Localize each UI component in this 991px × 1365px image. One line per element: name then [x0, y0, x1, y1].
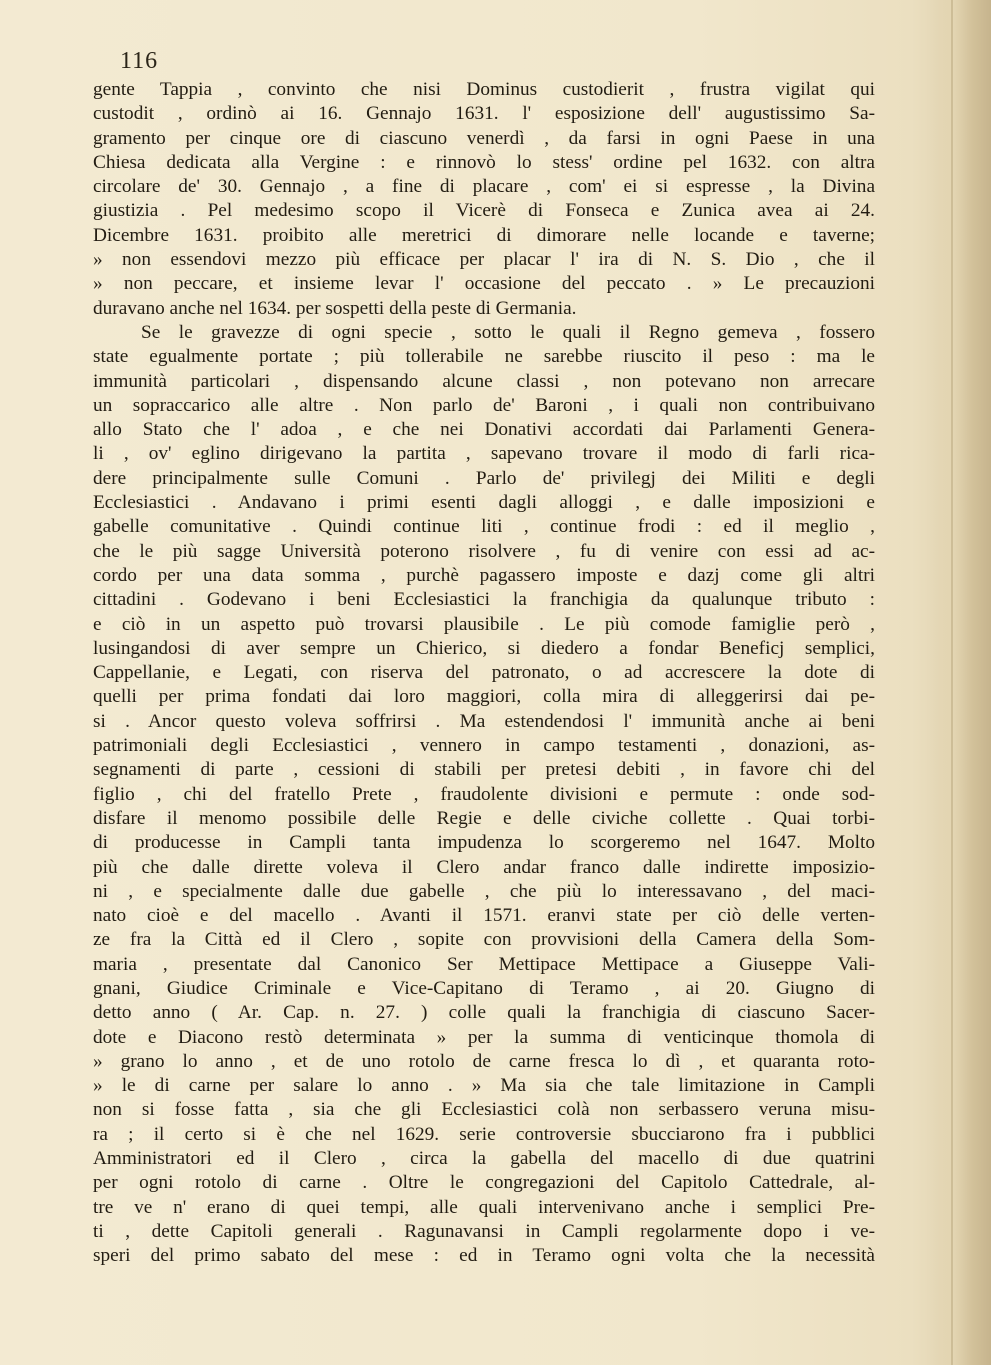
text-line: duravano anche nel 1634. per sospetti della peste di Germania. — [93, 297, 577, 319]
text-line: » le di carne per salare lo anno . » Ma sia che tale limitazione in Campli — [93, 1075, 875, 1097]
paragraph-start-line: Se le gravezze di ogni specie , sotto le quali il Regno gemeva , fossero — [141, 321, 875, 343]
text-line: allo Stato che l' adoa , e che nei Donativi accordati dai Parlamenti Genera- — [93, 419, 875, 441]
text-line: custodit , ordinò ai 16. Gennajo 1631. l' esposizione dell' augustissimo Sa- — [93, 103, 875, 125]
text-line: più che dalle dirette voleva il Clero andar franco dalle indirette imposizio- — [93, 856, 875, 878]
text-line: cordo per una data somma , purchè pagassero imposte e dazj come gli altri — [93, 564, 875, 586]
text-line: li , ov' eglino dirigevano la partita , sapevano trovare il modo di farli rica- — [93, 443, 875, 465]
page-number: 116 — [120, 48, 159, 74]
text-line: » non essendovi mezzo più efficace per placar l' ira di N. S. Dio , che il — [93, 249, 875, 271]
text-line: gnani, Giudice Criminale e Vice-Capitano di Teramo , ai 20. Giugno di — [93, 977, 875, 999]
text-line: Dicembre 1631. proibito alle meretrici di dimorare nelle locande e taverne; — [93, 224, 875, 246]
text-line: di producesse in Campli tanta impudenza lo scorgeremo nel 1647. Molto — [93, 832, 875, 854]
text-line: gente Tappia , convinto che nisi Dominus custodierit , frustra vigilat qui — [93, 79, 875, 100]
text-line: circolare de' 30. Gennajo , a fine di placare , com' ei si espresse , la Divina — [93, 176, 875, 198]
text-line: state egualmente portate ; più tollerabile ne sarebbe riuscito il peso : ma le — [93, 346, 875, 368]
text-line: dote e Diacono restò determinata » per la summa di venticinque thomola di — [93, 1026, 875, 1048]
binding-line — [951, 0, 953, 1365]
text-line: segnamenti di parte , cessioni di stabili per pretesi debiti , in favore chi del — [93, 759, 875, 781]
text-line: dere principalmente sulle Comuni . Parlo de' privilegj dei Militi e degli — [93, 467, 875, 489]
text-line: tre ve n' erano di quei tempi, alle quali intervenivano anche i semplici Pre- — [93, 1196, 875, 1218]
text-line: che le più sagge Università poterono risolvere , fu di venire con essi ad ac- — [93, 540, 875, 562]
text-line: ni , e specialmente dalle due gabelle , che più lo interessavano , del maci- — [93, 880, 875, 902]
text-line: speri del primo sabato del mese : ed in Teramo ogni volta che la necessità — [93, 1245, 875, 1267]
text-line: ra ; il certo si è che nel 1629. serie controversie sbucciarono fra i pubblici — [93, 1123, 875, 1145]
text-line: nato cioè e del macello . Avanti il 1571. eranvi state per ciò delle verten- — [93, 905, 875, 927]
text-line: figlio , chi del fratello Prete , fraudolente divisioni e permute : onde sod- — [93, 783, 875, 805]
text-line: disfare il menomo possibile delle Regie e delle civiche collette . Quai torbi- — [93, 807, 875, 829]
text-line: gabelle comunitative . Quindi continue liti , continue frodi : ed il meglio , — [93, 516, 875, 538]
text-line: » grano lo anno , et de uno rotolo de carne fresca lo dì , et quaranta roto- — [93, 1050, 875, 1072]
text-line: gramento per cinque ore di ciascuno venerdì , da farsi in ogni Paese in una — [93, 127, 875, 149]
text-line: Chiesa dedicata alla Vergine : e rinnovò lo stess' ordine pel 1632. con altra — [93, 151, 875, 173]
text-line: patrimoniali degli Ecclesiastici , vennero in campo testamenti , donazioni, as- — [93, 735, 875, 757]
text-line: Ecclesiastici . Andavano i primi esenti dagli alloggi , e dalle imposizioni e — [93, 492, 875, 514]
text-line: ti , dette Capitoli generali . Ragunavansi in Campli regolarmente dopo i ve- — [93, 1220, 875, 1242]
text-line: giustizia . Pel medesimo scopo il Vicerè di Fonseca e Zunica avea ai 24. — [93, 200, 875, 222]
text-line: ze fra la Città ed il Clero , sopite con provvisioni della Camera della Som- — [93, 929, 875, 951]
text-line: cittadini . Godevano i beni Ecclesiastici la franchigia da qualunque tributo : — [93, 589, 875, 611]
text-line: detto anno ( Ar. Cap. n. 27. ) colle quali la franchigia di ciascuno Sacer- — [93, 1002, 875, 1024]
text-line: maria , presentate dal Canonico Ser Mettipace Mettipace a Giuseppe Vali- — [93, 953, 875, 975]
text-line: si . Ancor questo voleva soffrirsi . Ma estendendosi l' immunità anche ai beni — [93, 710, 875, 732]
text-line: Amministratori ed il Clero , circa la gabella del macello di due quatrini — [93, 1148, 875, 1170]
page-edge-shadow — [929, 0, 991, 1365]
text-line: immunità particolari , dispensando alcune classi , non potevano non arrecare — [93, 370, 875, 392]
text-line: Cappellanie, e Legati, con riserva del patronato, o ad accrescere la dote di — [93, 662, 875, 684]
text-line: un sopraccarico alle altre . Non parlo de' Baroni , i quali non contribuivano — [93, 394, 875, 416]
text-line: lusingandosi di aver sempre un Chierico, si diedero a fondar Beneficj semplici, — [93, 637, 875, 659]
text-line: non si fosse fatta , sia che gli Ecclesiastici colà non serbassero veruna misu- — [93, 1099, 875, 1121]
text-line: quelli per prima fondati dai loro maggiori, colla mira di alleggerirsi dai pe- — [93, 686, 875, 708]
text-line: e ciò in un aspetto può trovarsi plausibile . Le più comode famiglie però , — [93, 613, 875, 635]
body-text — [93, 78, 875, 1269]
text-line: per ogni rotolo di carne . Oltre le congregazioni del Capitolo Cattedrale, al- — [93, 1172, 875, 1194]
text-line: » non peccare, et insieme levar l' occasione del peccato . » Le precauzioni — [93, 273, 875, 295]
